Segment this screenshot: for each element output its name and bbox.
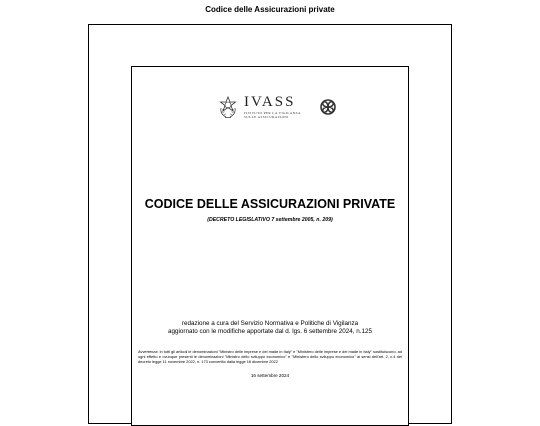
document-cover-page[interactable]: [131, 66, 409, 426]
notice-text: : in tutti gli articoli le denominazioni "Ministro delle imprese e del made in Italy" e "Ministero delle imprese e del made in Italy" sostituiscono, ad ogni effetto e ovunque presenti le denominazioni "Ministro dello sviluppo economico" e "Ministero dello sviluppo economico" ai sensi dell'art. 2, c.4 del decreto legge 11 novembre 2022, n. 173 convertito dalla legge 16 dicembre 2022: [138, 349, 402, 364]
ivass-logo: [218, 95, 342, 123]
document-date: 16 settembre 2024: [250, 373, 290, 378]
subtitle-decree: DECRETO LEGISLATIVO 7 settembre 2005, n. 209: [208, 217, 332, 223]
viewer-title: Codice delle Assicurazioni private: [205, 5, 335, 14]
ivass-knot-icon: [316, 95, 340, 119]
subtitle-open-paren: (: [207, 217, 209, 223]
notice-label: Avvertenza: [138, 349, 158, 354]
notice-paragraph: [138, 349, 402, 364]
document-title: CODICE DELLE ASSICURAZIONI PRIVATE: [144, 197, 396, 211]
logo-wordmark: IVASS: [244, 94, 296, 110]
italian-emblem-icon: [218, 95, 238, 119]
logo-subtitle-line-2: SULLE ASSICURAZIONI: [244, 115, 289, 120]
editorial-line-1: redazione a cura del Servizio Normativa e Politiche di Vigilanza: [181, 320, 359, 327]
document-subtitle: [132, 217, 408, 223]
subtitle-close-paren: ): [331, 217, 333, 223]
editorial-note: [132, 320, 408, 336]
logo-subtitle-line-1: ISTITUTO PER LA VIGILANZA: [244, 111, 301, 115]
editorial-line-2: aggiornato con le modifiche apportate dal d. lgs. 6 settembre 2024, n.125: [167, 328, 373, 335]
logo-subtitle: [244, 111, 306, 120]
